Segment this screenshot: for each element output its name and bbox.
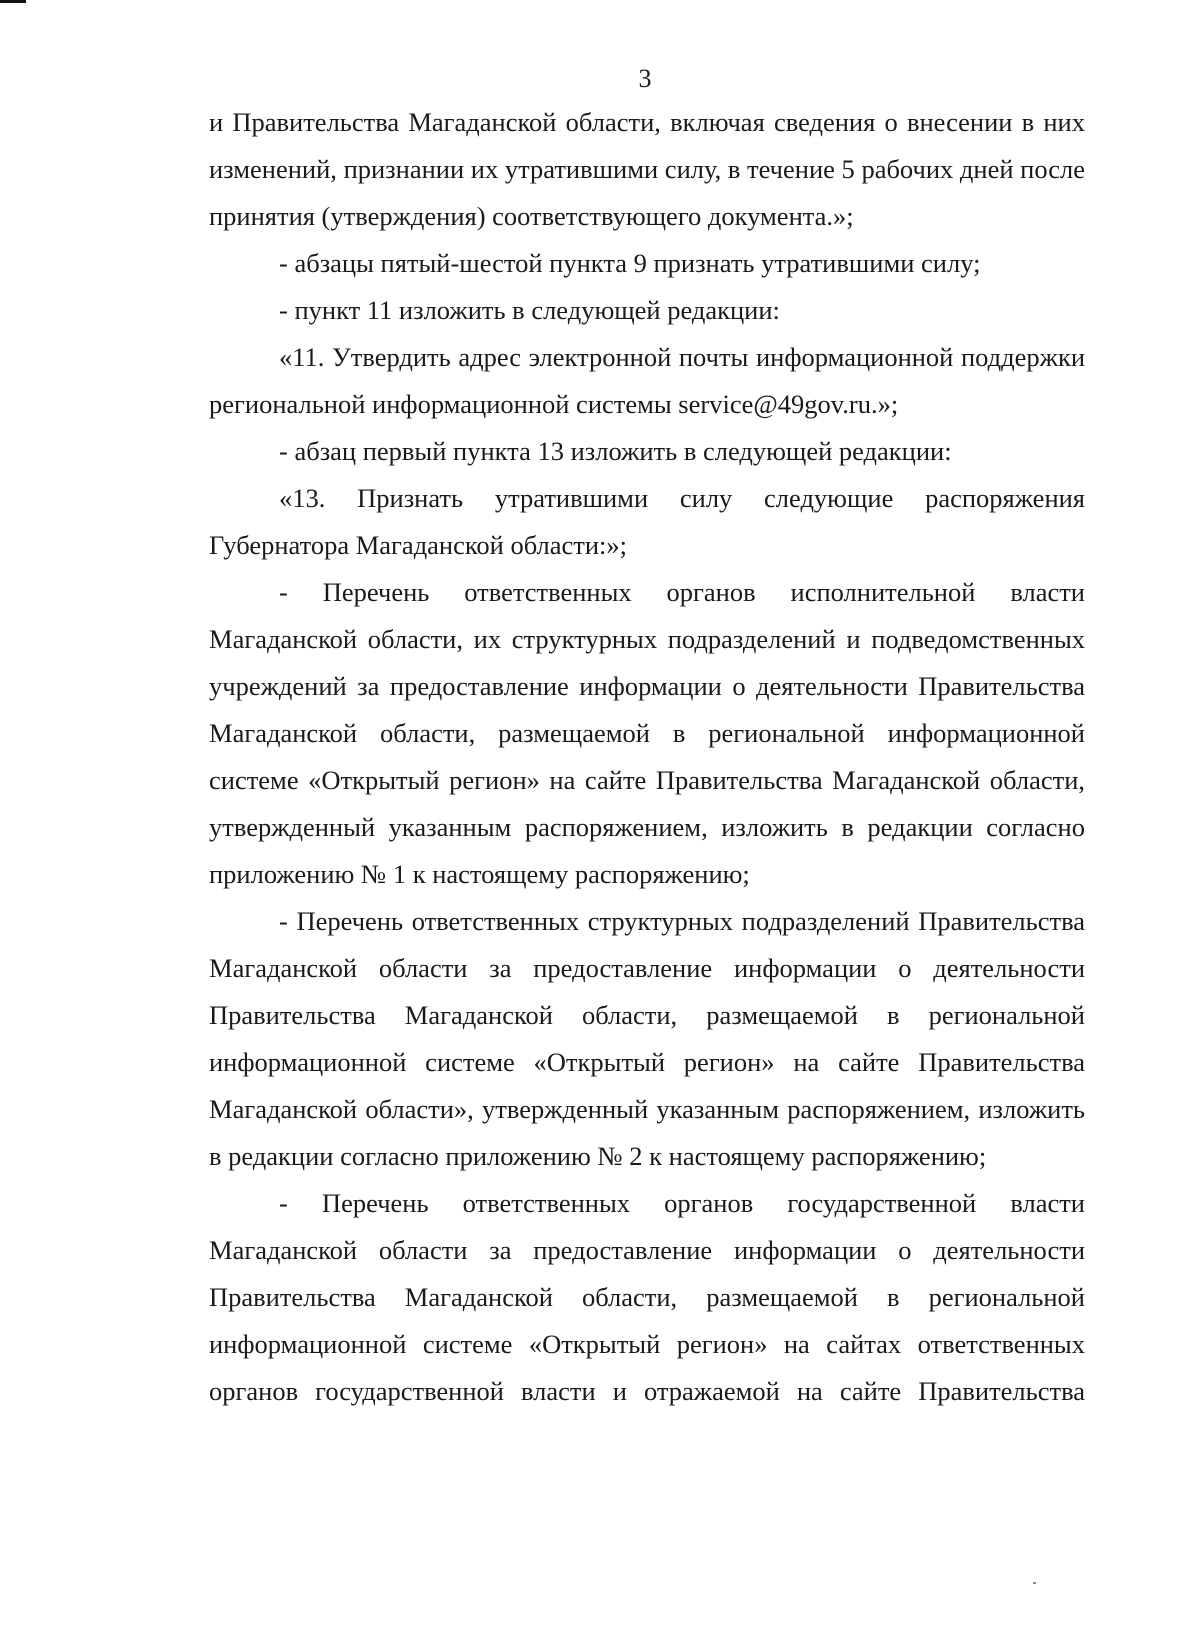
paragraph-quote-11: «11. Утвердить адрес электронной почты информационной поддержки региональной информационной системы service@49gov.ru.»; bbox=[209, 342, 1085, 419]
paragraph-item-par9: - абзацы пятый-шестой пункта 9 признать утратившими силу; bbox=[279, 248, 981, 278]
page-number: 3 bbox=[638, 64, 652, 93]
paragraph-quote-13: «13. Признать утратившими силу следующие распоряжения Губернатора Магаданской области:»; bbox=[209, 483, 1085, 560]
paragraph-list-2: - Перечень ответственных структурных подразделений Правительства Магаданской области за предоставление информации о деятельности Правительства Магаданской области, размещаемой в региональной информационной системе «Открытый регион» на сайте Правительства Магаданской области», утвержденный указанным распоряжением, изложить в редакции согласно приложению № 2 к настоящему распоряжению; bbox=[209, 906, 1085, 1171]
scan-corner-mark bbox=[0, 0, 26, 3]
paragraph-item-par11: - пункт 11 изложить в следующей редакции: bbox=[279, 295, 780, 325]
paragraph-item-par13: - абзац первый пункта 13 изложить в следующей редакции: bbox=[279, 436, 952, 466]
paragraph-continuation: и Правительства Магаданской области, включая сведения о внесении в них изменений, признании их утратившими силу, в течение 5 рабочих дней после принятия (утверждения) соответствующего документа.»; bbox=[209, 107, 1085, 231]
scan-speck bbox=[1033, 1582, 1036, 1584]
paragraph-list-3: - Перечень ответственных органов государственной власти Магаданской области за предоставление информации о деятельности Правительства Магаданской области, размещаемой в региональной информационной системе «Открытый регион» на сайтах ответственных органов государственной власти и отражаемой на сайте Правительства bbox=[209, 1188, 1085, 1406]
paragraph-list-1: - Перечень ответственных органов исполнительной власти Магаданской области, их структурных подразделений и подведомственных учреждений за предоставление информации о деятельности Правительства Магаданской области, размещаемой в региональной информационной системе «Открытый регион» на сайте Правительства Магаданской области, утвержденный указанным распоряжением, изложить в редакции согласно приложению № 1 к настоящему распоряжению; bbox=[209, 577, 1085, 889]
document-body bbox=[209, 99, 1085, 1415]
